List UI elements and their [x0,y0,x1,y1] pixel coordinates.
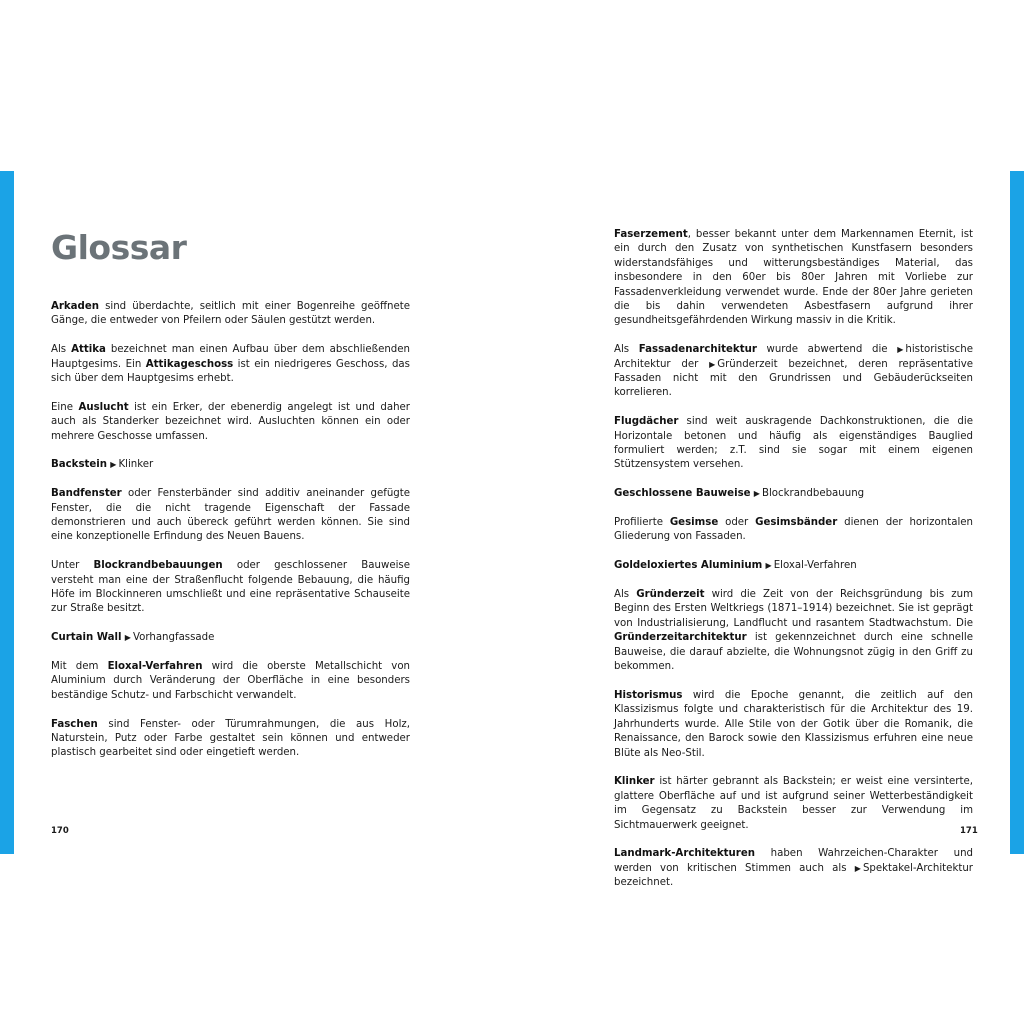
glossary-text: sind Fenster- oder Türumrahmungen, die aus Holz, Naturstein, Putz oder Farbe gestaltet sein können und entweder plastisch gearbeitet sind oder eingetieft werden. [51,718,410,759]
glossary-term: Gründerzeitarchitektur [614,632,747,644]
glossary-entry [614,487,973,501]
glossary-text: Als [614,344,639,356]
glossary-term: Auslucht [78,401,129,413]
glossary-entry [51,487,410,545]
glossary-term: Curtain Wall [51,632,122,644]
glossary-term: Attikageschoss [145,358,234,370]
glossary-text: Profilierte [614,517,670,529]
glossary-term: Flugdächer [614,416,679,428]
glossary-text: , besser bekannt unter dem Markennamen Eternit, ist ein durch den Zusatz von synthetischen Kunstfasern besonders widerstandsfähiges und witterungsbeständiges Material, das insbesondere in den 60er bis 80er Jahren mit Vorliebe zur Fassadenverkleidung verwendet wurde. Ende der 80er Jahre gerieten die bis dahin verwendeten Asbestfasern aufgrund ihrer gesundheitsgefährdenden Wirkung massiv in die Kritik. [614,229,973,327]
glossary-text: wird die Epoche genannt, die zeitlich auf den Klassizismus folgte und charakteristisch für die Architektur des 19. Jahrhunderts wurde. Alle Stile von der Gotik über die Romanik, die Renaissance, den Barock sowie den Klassizismus erfuhren eine neue Blüte als Neo-Stil. [614,689,973,759]
glossary-text: oder geschlossener Bauweise versteht man eine der Straßenflucht folgende Bebauung, die häufig Höfe im Blockinneren umschließt und eine repräsentative Schauseite zur Straße besitzt. [51,560,410,615]
glossary-text: haben Wahrzeichen-Charakter und werden von kritischen Stimmen auch als [614,848,973,874]
glossary-text: wird die oberste Metallschicht von Aluminium durch Veränderung der Oberfläche in eine besonders beständige Schutz- und Farbschicht verwandelt. [51,661,411,701]
left-edge-accent-bar [0,171,14,854]
glossary-text: Blockrandbebauung [761,488,865,500]
right-edge-accent-bar [1010,171,1024,854]
glossary-text: ist gekennzeichnet durch eine schnelle Bauweise, die darauf abzielte, die Wohnungsnot zügig in den Griff zu bekommen. [614,632,973,673]
right-page-column [614,228,973,905]
glossary-term: Eloxal-Verfahren [107,661,203,673]
glossary-text: Als [51,344,72,356]
glossary-entry [614,343,973,401]
glossary-text: Eloxal-Verfahren [773,560,857,572]
glossary-entry [614,847,973,890]
left-page-number: 170 [51,826,69,836]
cross-reference-arrow-icon: ▶ [854,863,861,873]
glossary-entry [51,343,410,386]
glossary-text: historistische Architektur der [614,344,973,370]
glossary-text: sind weit auskragende Dachkonstruktionen, die die Horizontale betonen und häufig als eigenständiges Bauglied formuliert werden; z.T. sind sie sogar mit einem eigenen Stützensystem versehen. [614,416,973,471]
glossary-text: Unter [51,560,94,572]
glossary-term: Bandfenster [51,488,122,500]
glossary-text: Gründerzeit bezeichnet, deren repräsentative Fassaden nicht mit den Grundrissen und Gebäuderückseiten korrelieren. [614,358,973,399]
glossary-text: ist härter gebrannt als Backstein; er weist eine versinterte, glattere Oberfläche auf und ist aufgrund seiner Wetterbeständigkeit im Gegensatz zu Backstein besser zur Verwendung im Sichtmauerwerk geeignet. [614,776,973,831]
glossary-term: Gesimse [669,517,719,529]
glossary-entry [51,559,410,617]
glossary-entry [51,718,410,761]
glossary-text: sind überdachte, seitlich mit einer Bogenreihe geöffnete Gänge, die entweder von Pfeilern oder Säulen gestützt werden. [51,301,410,327]
glossary-term: Fassadenarchitektur [638,344,757,356]
cross-reference-arrow-icon: ▶ [765,561,772,571]
cross-reference-arrow-icon: ▶ [709,359,716,369]
glossary-entry [51,631,410,645]
glossary-term: Historismus [614,689,683,701]
glossary-text: dienen der horizontalen Gliederung von Fassaden. [614,517,973,543]
right-page-number: 171 [960,826,978,836]
glossary-term: Backstein [51,459,108,471]
glossary-text: Spektakel-Architektur bezeichnet. [614,862,973,889]
left-page-column [51,300,410,775]
glossary-text: ist ein Erker, der ebenerdig angelegt ist und daher auch als Standerker bezeichnet wird. Ausluchten können ein oder mehrere Geschosse umfassen. [51,401,410,442]
glossary-text: Eine [51,401,79,413]
glossary-term: Geschlossene Bauweise [614,488,751,500]
glossary-term: Attika [71,344,106,356]
glossary-term: Landmark-Architekturen [614,848,755,860]
cross-reference-arrow-icon: ▶ [897,345,904,355]
glossary-text: Vorhangfassade [132,632,215,644]
glossary-text: wurde abwertend die [756,344,898,356]
glossary-entry [614,228,973,329]
glossary-entry [614,588,973,674]
glossary-entry [614,415,973,473]
glossary-term: Faschen [51,718,98,730]
glossary-term: Klinker [614,776,655,788]
glossary-text: Klinker [118,459,154,471]
glossary-text: wird die Zeit von der Reichsgründung bis zum Beginn des Ersten Weltkriegs (1871–1914) bezeichnet. Sie ist geprägt von Industrialisierung, Landflucht und rasantem Stadtwachstum. Die [614,589,973,629]
glossary-text: Mit dem [51,661,108,673]
glossary-entry [614,516,973,545]
page-title: Glossar [51,228,187,267]
cross-reference-arrow-icon: ▶ [110,460,117,470]
cross-reference-arrow-icon: ▶ [753,489,760,499]
glossary-term: Arkaden [51,301,100,312]
glossary-text: oder [718,517,756,529]
glossary-text: Als [614,589,637,601]
glossary-text: oder Fensterbänder sind additiv aneinander gefügte Fenster, die die nicht tragende Eigenschaft der Fassade demonstrieren und auch übereck geführt werden können. Sie sind eine konzeptionelle Erfindung des Neuen Bauens. [51,488,410,543]
glossary-term: Blockrandbebauungen [93,560,223,572]
glossary-entry [614,559,973,573]
glossary-text: bezeichnet man einen Aufbau über dem abschließenden Hauptgesims. Ein [51,344,410,370]
glossary-entry [51,300,410,329]
glossary-entry [51,660,410,703]
glossary-term: Gründerzeit [636,589,705,601]
cross-reference-arrow-icon: ▶ [124,633,131,643]
glossary-entry [614,775,973,833]
glossary-term: Goldeloxiertes Aluminium [614,560,763,572]
glossary-entry [614,689,973,761]
glossary-term: Faserzement [614,229,688,240]
glossary-entry [51,458,410,472]
glossary-entry [51,401,410,444]
glossary-term: Gesimsbänder [755,517,838,529]
glossary-text: ist ein niedrigeres Geschoss, das sich über dem Hauptgesims erhebt. [51,358,410,385]
